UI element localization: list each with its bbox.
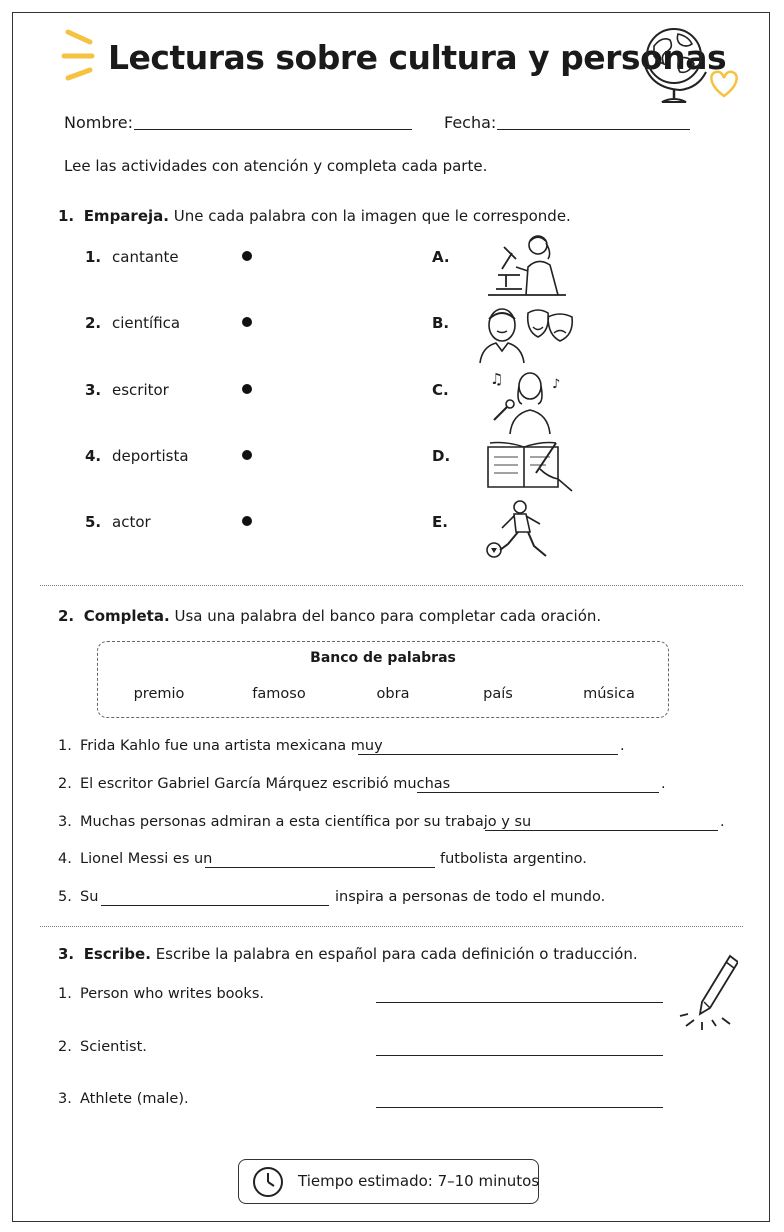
sentence-number: 2.: [58, 776, 72, 792]
word-bank-word: obra: [376, 686, 410, 702]
section-1-header: [58, 207, 571, 225]
estimated-time-label: Tiempo estimado: 7–10 minutos: [298, 1172, 540, 1190]
answer-line[interactable]: [376, 1107, 663, 1108]
sentence-number: 1.: [58, 738, 72, 754]
globe-icon: [640, 22, 744, 108]
sentence-end: futbolista argentino.: [440, 851, 587, 867]
match-word-number: 1.: [85, 248, 102, 266]
match-letter: E.: [432, 513, 448, 531]
scientist-microscope-icon: [486, 229, 568, 299]
sentence-end: .: [720, 814, 725, 830]
match-dot-left[interactable]: [242, 251, 252, 261]
section-1-text: Une cada palabra con la imagen que le corresponde.: [173, 207, 571, 225]
match-letter: D.: [432, 447, 451, 465]
name-field[interactable]: [134, 129, 412, 130]
sparkle-lines-icon: [60, 26, 104, 86]
sentence-number: 4.: [58, 851, 72, 867]
sentence-text: Frida Kahlo fue una artista mexicana muy: [80, 738, 383, 754]
match-word: escritor: [112, 381, 169, 399]
section-1-number: 1.: [58, 207, 75, 225]
soccer-player-icon: [482, 498, 558, 564]
svg-text:♫: ♫: [490, 370, 504, 388]
answer-line[interactable]: [376, 1002, 663, 1003]
match-word: científica: [112, 314, 181, 332]
word-bank-word: famoso: [252, 686, 306, 702]
section-divider: [40, 585, 743, 586]
clock-icon: [251, 1165, 285, 1199]
match-dot-left[interactable]: [242, 317, 252, 327]
section-1-heading: Empareja.: [83, 207, 169, 225]
match-word: cantante: [112, 248, 179, 266]
item-number: 3.: [58, 1091, 72, 1107]
match-dot-left[interactable]: [242, 450, 252, 460]
match-word-number: 5.: [85, 513, 102, 531]
section-3-header: [58, 945, 638, 963]
instructions: Lee las actividades con atención y completa cada parte.: [64, 157, 488, 175]
word-bank-word: música: [583, 686, 635, 702]
word-bank-word: premio: [133, 686, 185, 702]
item-text: Person who writes books.: [80, 986, 264, 1002]
singer-microphone-icon: [486, 368, 566, 436]
page-title: Lecturas sobre cultura y personas: [108, 38, 727, 77]
sentence-end: inspira a personas de todo el mundo.: [335, 889, 606, 905]
sentence-blank[interactable]: [485, 830, 718, 831]
item-text: Scientist.: [80, 1039, 147, 1055]
sentence-blank[interactable]: [358, 754, 618, 755]
sentence-blank[interactable]: [101, 905, 329, 906]
sentence-number: 5.: [58, 889, 72, 905]
pencil-icon: [676, 950, 738, 1034]
match-word-number: 3.: [85, 381, 102, 399]
sentence-end: .: [620, 738, 625, 754]
section-2-header: [58, 607, 601, 625]
section-3-number: 3.: [58, 945, 75, 963]
word-bank-title: Banco de palabras: [310, 650, 456, 666]
writer-book-icon: [484, 439, 574, 495]
sentence-text: Lionel Messi es un: [80, 851, 213, 867]
sentence-text: El escritor Gabriel García Márquez escribió muchas: [80, 776, 451, 792]
match-word-number: 2.: [85, 314, 102, 332]
sentence-blank[interactable]: [205, 867, 435, 868]
name-label: Nombre:: [64, 113, 133, 132]
section-divider: [40, 926, 743, 927]
match-dot-left[interactable]: [242, 516, 252, 526]
answer-line[interactable]: [376, 1055, 663, 1056]
date-field[interactable]: [497, 129, 690, 130]
match-word: deportista: [112, 447, 189, 465]
match-letter: C.: [432, 381, 449, 399]
section-2-heading: Completa.: [83, 607, 170, 625]
match-dot-left[interactable]: [242, 384, 252, 394]
match-letter: B.: [432, 314, 450, 332]
sentence-text: Su: [80, 889, 99, 905]
svg-text:♪: ♪: [552, 377, 561, 392]
sentence-blank[interactable]: [417, 792, 659, 793]
match-word: actor: [112, 513, 151, 531]
item-number: 2.: [58, 1039, 72, 1055]
match-letter: A.: [432, 248, 450, 266]
section-2-number: 2.: [58, 607, 75, 625]
sentence-number: 3.: [58, 814, 72, 830]
sentence-text: Muchas personas admiran a esta científica por su trabajo y su: [80, 814, 532, 830]
section-2-text: Usa una palabra del banco para completar cada oración.: [174, 607, 602, 625]
item-number: 1.: [58, 986, 72, 1002]
sentence-end: .: [661, 776, 666, 792]
word-bank: [97, 641, 669, 718]
section-3-heading: Escribe.: [83, 945, 151, 963]
item-text: Athlete (male).: [80, 1091, 189, 1107]
actor-masks-icon: [476, 303, 578, 365]
word-bank-word: país: [483, 686, 513, 702]
date-label: Fecha:: [444, 113, 497, 132]
match-word-number: 4.: [85, 447, 102, 465]
section-3-text: Escribe la palabra en español para cada definición o traducción.: [155, 945, 638, 963]
estimated-time-box: [238, 1159, 539, 1204]
